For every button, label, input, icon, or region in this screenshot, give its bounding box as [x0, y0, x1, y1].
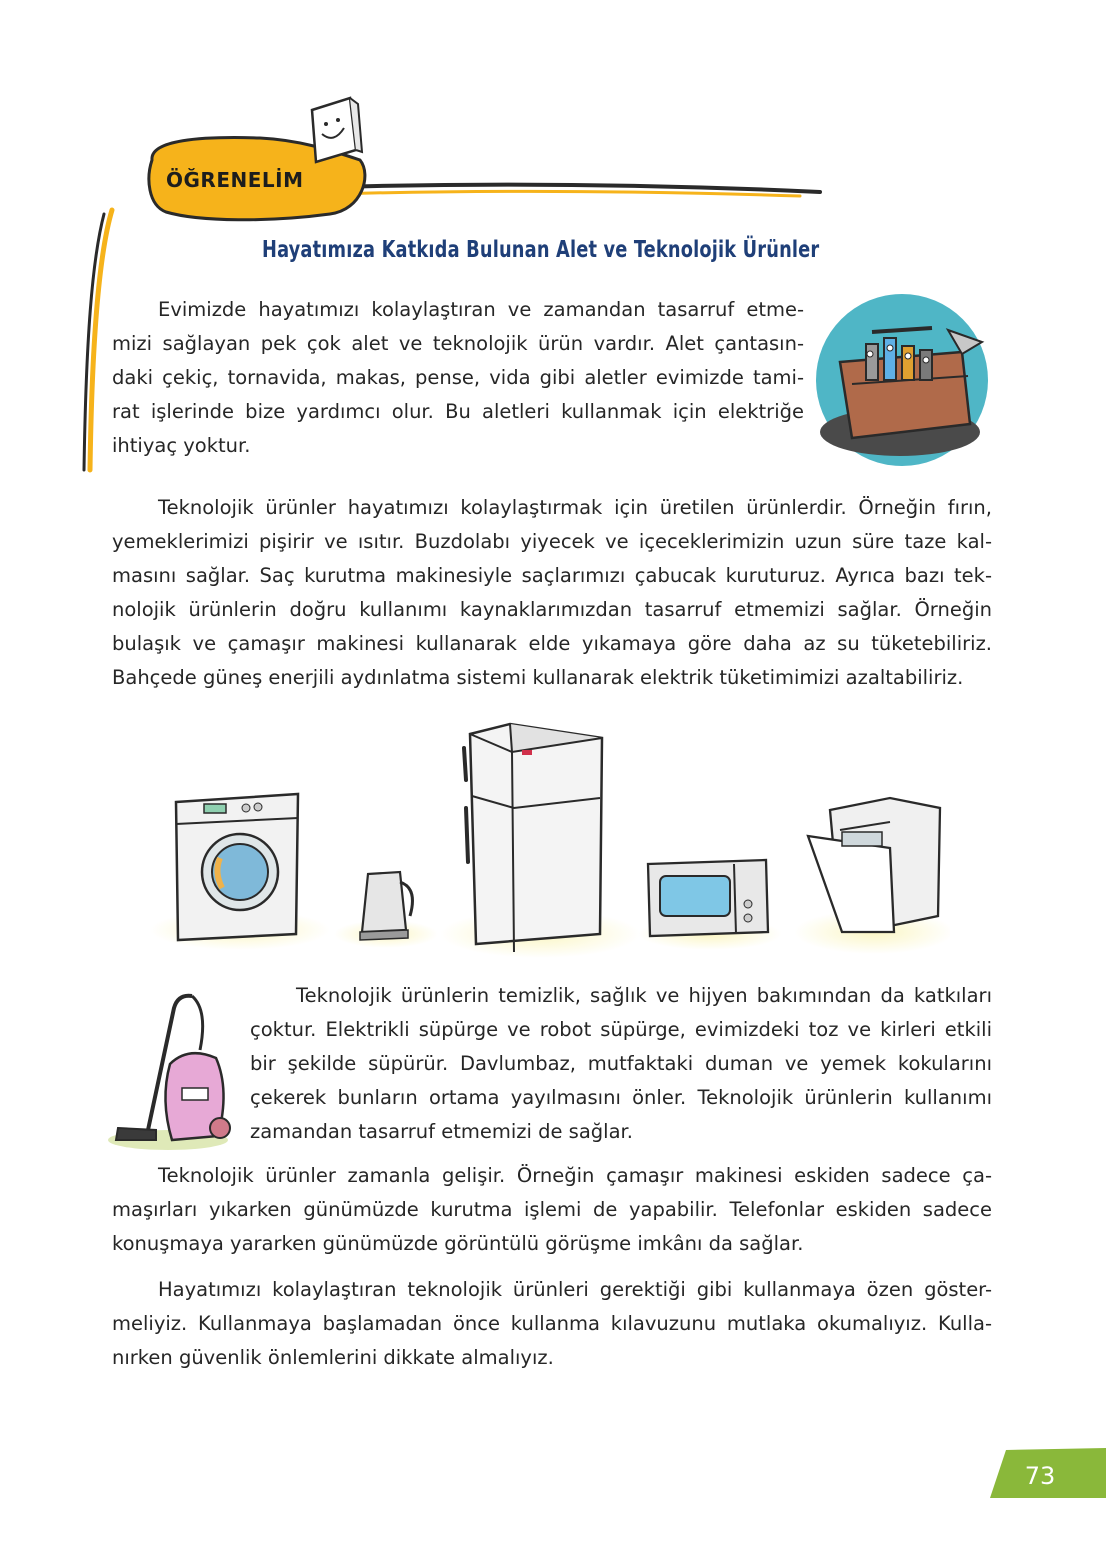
text-line: rat işlerinde bize yardımcı olur. Bu aletleri kullanmak için elektriğe — [112, 400, 804, 423]
text-line: Hayatımızı kolaylaştıran teknolojik ürünleri gerektiği gibi kullanmaya özen göster- — [158, 1278, 992, 1301]
paragraph-safety — [112, 1273, 992, 1375]
text-line: çoktur. Elektrikli süpürge ve robot süpürge, evimizdeki toz ve kirleri etkili — [250, 1018, 992, 1041]
text-line: Teknolojik ürünler zamanla gelişir. Örneğin çamaşır makinesi eskiden sadece ça- — [158, 1164, 992, 1187]
text-line: çekerek bunların ortama yayılmasını önler. Teknolojik ürünlerin kullanımı — [250, 1086, 992, 1109]
text-line: Bahçede güneş enerjili aydınlatma sistemi kullanarak elektrik tüketimimizi azaltabiliriz. — [112, 666, 964, 689]
text-line: daki çekiç, tornavida, makas, pense, vida gibi aletler evimizde tami- — [112, 366, 804, 389]
text-line: mizi sağlayan pek çok alet ve teknolojik ürün vardır. Alet çantasın- — [112, 332, 804, 355]
text-line: bulaşık ve çamaşır makinesi kullanarak elde yıkamaya göre daha az su tüketebiliriz. — [112, 632, 992, 655]
text-line: ihtiyaç yoktur. — [112, 434, 251, 457]
text-line: Teknolojik ürünler hayatımızı kolaylaştırmak için üretilen ürünlerdir. Örneğin fırın, — [158, 496, 992, 519]
refrigerator-icon — [440, 724, 640, 958]
text-line: zamandan tasarruf etmemizi de sağlar. — [250, 1120, 633, 1143]
dishwasher-icon — [794, 798, 950, 954]
banner-label: ÖĞRENELİM — [166, 168, 304, 192]
book-mascot-icon — [312, 98, 362, 162]
text-line: maşırları yıkarken günümüzde kurutma işlemi de yapabilir. Telefonlar eskiden sadece — [112, 1198, 992, 1221]
paragraph-hygiene — [250, 979, 992, 1149]
microwave-icon — [638, 860, 782, 950]
page-title: Hayatımıza Katkıda Bulunan Alet ve Teknolojik Ürünler — [262, 237, 820, 263]
text-line: nolojik ürünlerin doğru kullanımı kaynaklarımızdan tasarruf etmemizi sağlar. Örneğin — [112, 598, 992, 621]
appliances-illustration — [150, 712, 950, 962]
text-line: konuşmaya yararken günümüzde görüntülü görüşme imkânı da sağlar. — [112, 1232, 804, 1255]
text-line: Evimizde hayatımızı kolaylaştıran ve zamandan tasarruf etme- — [158, 298, 804, 321]
kettle-icon — [334, 872, 438, 948]
toolbox-illustration — [812, 292, 992, 468]
text-line: bir şekilde süpürür. Davlumbaz, mutfaktaki duman ve yemek kokularını — [250, 1052, 992, 1075]
paragraph-development — [112, 1159, 992, 1261]
page-number: 73 — [1024, 1462, 1056, 1490]
paragraph-technology — [112, 491, 992, 695]
text-line: meliyiz. Kullanmaya başlamadan önce kullanma kılavuzunu mutlaka okumalıyız. Kulla- — [112, 1312, 992, 1335]
vacuum-cleaner-illustration — [108, 990, 238, 1150]
text-line: masını sağlar. Saç kurutma makinesiyle saçlarımızı çabucak kuruturuz. Ayrıca bazı tek- — [112, 564, 992, 587]
text-line: Teknolojik ürünlerin temizlik, sağlık ve hijyen bakımından da katkıları — [296, 984, 992, 1007]
paragraph-intro — [112, 293, 804, 463]
washing-machine-icon — [150, 794, 330, 950]
text-line: yemeklerimizi pişirir ve ısıtır. Buzdolabı yiyecek ve içeceklerimizin uzun süre taze kal- — [112, 530, 992, 553]
text-line: nırken güvenlik önlemlerini dikkate almalıyız. — [112, 1346, 554, 1369]
